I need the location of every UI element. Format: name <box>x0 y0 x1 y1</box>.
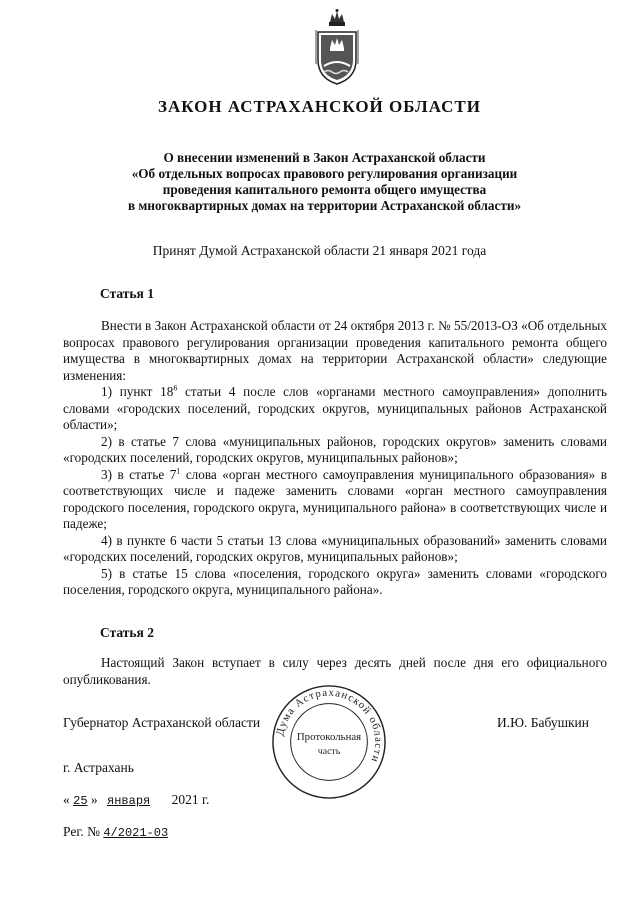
subtitle-line: проведения капитального ремонта общего имущества <box>162 182 487 197</box>
law-title: ЗАКОН АСТРАХАНСКОЙ ОБЛАСТИ <box>157 97 481 116</box>
subtitle-line: в многоквартирных домах на территории Астраханской области» <box>127 198 522 213</box>
article-1-item-4: 4) в пункте 6 части 5 статьи 13 слова «муниципальных образований» заменить словами «городских поселений, городских округов, муниципальных районов»; <box>63 532 607 564</box>
stamp-center-line-1: Протокольная <box>296 731 362 744</box>
duma-stamp <box>270 683 388 801</box>
law-subtitle <box>40 150 609 214</box>
place-of-signing: г. Астрахань <box>63 760 134 775</box>
article-1-item-3: 3) в статье $7^1$ слова «орган местного самоуправления муниципального образования» в соответствующих числе и падеже заменить словами «орган местного самоуправления городского поселения, городского округа, муниципального района» в соответствующих числе и падеже; <box>63 466 607 531</box>
date-month: января <box>107 794 151 808</box>
registration-number: Рег. № 4/2021-03 <box>63 824 178 840</box>
adoption-line: Принят Думой Астраханской области 21 января 2021 года <box>152 243 487 258</box>
subtitle-line: «Об отдельных вопросах правового регулирования организации <box>131 166 518 181</box>
signature-name: И.Ю. Бабушкин <box>497 715 590 730</box>
article-1-item-2: 2) в статье 7 слова «муниципальных районов, городских округов» заменить словами «городских поселений, городских округов, муниципальных районов»; <box>63 433 607 465</box>
article-1-intro: Внести в Закон Астраханской области от 24 октября 2013 г. № 55/2013-ОЗ «Об отдельных вопросах правового регулирования организации проведения капитального ремонта общего имущества в многоквартирных домах на территории Астраханской области» следующие изменения: <box>63 318 607 383</box>
astrakhan-coat-of-arms-icon <box>312 8 362 88</box>
article-1-item-5: 5) в статье 15 слова «поселения, городского округа» заменить словами «городского поселения, городского округа, муниципального района». <box>63 565 607 597</box>
article-1-body <box>63 318 607 599</box>
registration-value: 4/2021-03 <box>103 826 169 840</box>
signing-date: « 25 » января 2021 г. <box>63 792 210 808</box>
subtitle-line: О внесении изменений в Закон Астраханской области <box>163 150 486 165</box>
date-day: 25 <box>73 794 88 808</box>
stamp-ring-text: Дума Астраханской области <box>274 686 385 765</box>
stamp-center-line-2: часть <box>317 745 341 757</box>
article-2-text: Настоящий Закон вступает в силу через десять дней после дня его официального опубликования. <box>63 655 607 687</box>
article-1-heading: Статья 1 <box>100 286 154 301</box>
article-2-heading: Статья 2 <box>100 625 154 640</box>
signature-position: Губернатор Астраханской области <box>63 715 261 730</box>
article-1-item-1: 1) пункт $18^6$ статьи 4 после слов «органами местного самоуправления» дополнить словами «городских поселений, городских округов, муниципальных районов Астраханской области»; <box>63 383 607 432</box>
